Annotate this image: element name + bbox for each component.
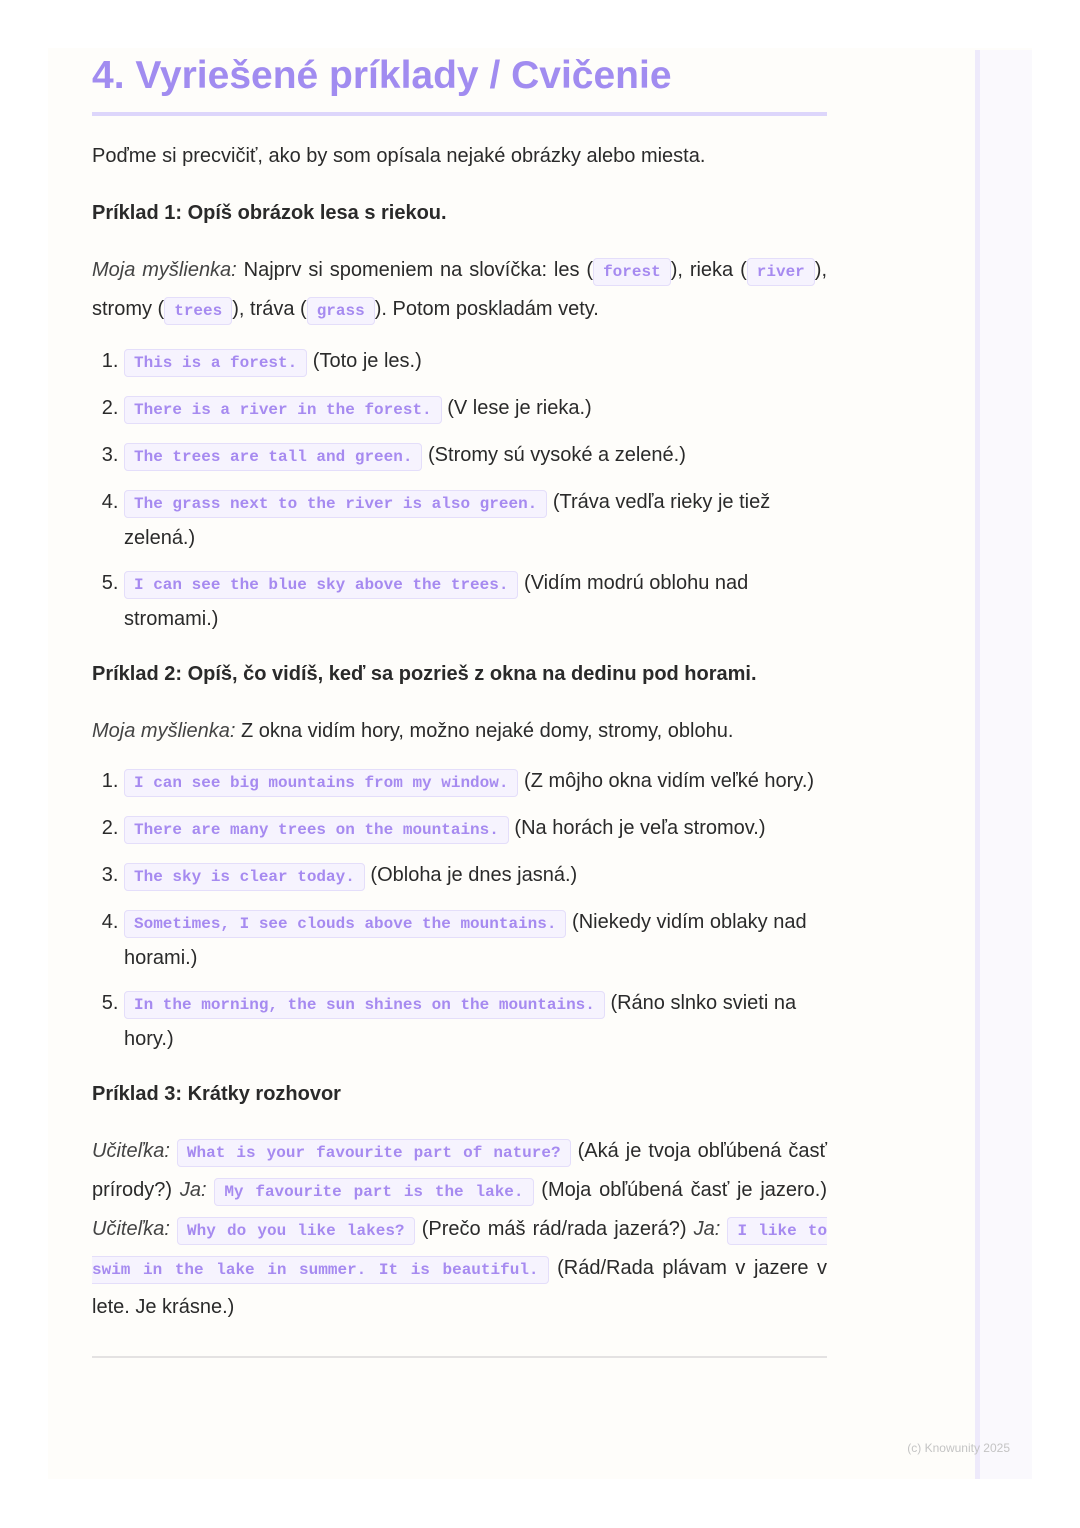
english-sentence: This is a forest.	[124, 349, 307, 377]
list-item	[124, 566, 827, 636]
page-title: 4. Vyriešené príklady / Cvičenie	[92, 52, 827, 116]
translation: (Stromy sú vysoké a zelené.)	[428, 444, 686, 466]
translation: (Toto je les.)	[312, 350, 422, 372]
translation: (Tráva vedľa rieky je tiež zelená.)	[124, 491, 771, 549]
thought-text: ). Potom poskladám vety.	[374, 298, 599, 320]
document-content	[92, 52, 827, 1358]
english-sentence: In the morning, the sun shines on the mountains.	[124, 991, 605, 1019]
vocab-grass: grass	[307, 297, 375, 325]
thought-label: Moja myšlienka:	[92, 720, 236, 742]
translation: (Obloha je dnes jasná.)	[370, 864, 578, 886]
dialog-line: My favourite part is the lake.	[214, 1178, 533, 1206]
list-item	[124, 391, 827, 427]
translation: (Niekedy vidím oblaky nad horami.)	[124, 911, 807, 969]
copyright-footer: (c) Knowunity 2025	[907, 1441, 1010, 1455]
example-1-list	[92, 344, 827, 636]
translation: (Prečo máš rád/rada jazerá?)	[421, 1218, 687, 1240]
example-1-thought	[92, 252, 827, 330]
list-item	[124, 485, 827, 555]
english-sentence: The grass next to the river is also green.	[124, 490, 547, 518]
translation: (Aká je tvoja obľúbená časť prírody?)	[92, 1140, 827, 1201]
translation: (Z môjho okna vidím veľké hory.)	[524, 770, 815, 792]
dialog-line: Why do you like lakes?	[177, 1217, 415, 1245]
list-item	[124, 811, 827, 847]
english-sentence: I can see the blue sky above the trees.	[124, 571, 518, 599]
english-sentence: I can see big mountains from my window.	[124, 769, 518, 797]
english-sentence: There are many trees on the mountains.	[124, 816, 509, 844]
speaker-teacher: Učiteľka:	[92, 1140, 170, 1162]
translation: (Ráno slnko svieti na hory.)	[124, 992, 797, 1050]
example-3-heading: Príklad 3: Krátky rozhovor	[92, 1083, 341, 1105]
list-item	[124, 438, 827, 474]
list-item	[124, 986, 827, 1056]
speaker-teacher: Učiteľka:	[92, 1218, 170, 1240]
list-item	[124, 858, 827, 894]
example-1-heading: Príklad 1: Opíš obrázok lesa s riekou.	[92, 202, 447, 224]
vocab-river: river	[747, 258, 815, 286]
thought-text: ), tráva (	[232, 298, 307, 320]
right-sidebar	[975, 50, 1032, 1479]
thought-text: Z okna vidím hory, možno nejaké domy, stromy, oblohu.	[240, 720, 734, 742]
vocab-forest: forest	[593, 258, 671, 286]
example-3-dialog	[92, 1133, 827, 1326]
translation: (Moja obľúbená časť je jazero.)	[541, 1179, 828, 1201]
thought-label: Moja myšlienka:	[92, 259, 237, 281]
speaker-me: Ja:	[693, 1218, 721, 1240]
list-item	[124, 344, 827, 380]
list-item	[124, 905, 827, 975]
dialog-line: What is your favourite part of nature?	[177, 1139, 571, 1167]
thought-text: ), stromy (	[92, 259, 827, 320]
thought-text: Najprv si spomeniem na slovíčka: les (	[243, 259, 594, 281]
translation: (V lese je rieka.)	[447, 397, 592, 419]
divider	[92, 1356, 827, 1358]
vocab-trees: trees	[164, 297, 232, 325]
translation: (Rád/Rada plávam v jazere v lete. Je krásne.)	[92, 1257, 828, 1318]
example-2-list	[92, 764, 827, 1056]
example-2-thought	[92, 713, 827, 750]
english-sentence: There is a river in the forest.	[124, 396, 442, 424]
english-sentence: The trees are tall and green.	[124, 443, 422, 471]
intro-text: Poďme si precvičiť, ako by som opísala nejaké obrázky alebo miesta.	[92, 145, 706, 167]
english-sentence: Sometimes, I see clouds above the mountains.	[124, 910, 566, 938]
translation: (Vidím modrú oblohu nad stromami.)	[124, 572, 749, 630]
example-2-heading: Príklad 2: Opíš, čo vidíš, keď sa pozrieš z okna na dedinu pod horami.	[92, 663, 757, 685]
speaker-me: Ja:	[179, 1179, 207, 1201]
thought-text: ), rieka (	[670, 259, 747, 281]
english-sentence: The sky is clear today.	[124, 863, 365, 891]
translation: (Na horách je veľa stromov.)	[514, 817, 766, 839]
list-item	[124, 764, 827, 800]
dialog-line: I like to swim in the lake in summer. It is beautiful.	[92, 1217, 827, 1284]
